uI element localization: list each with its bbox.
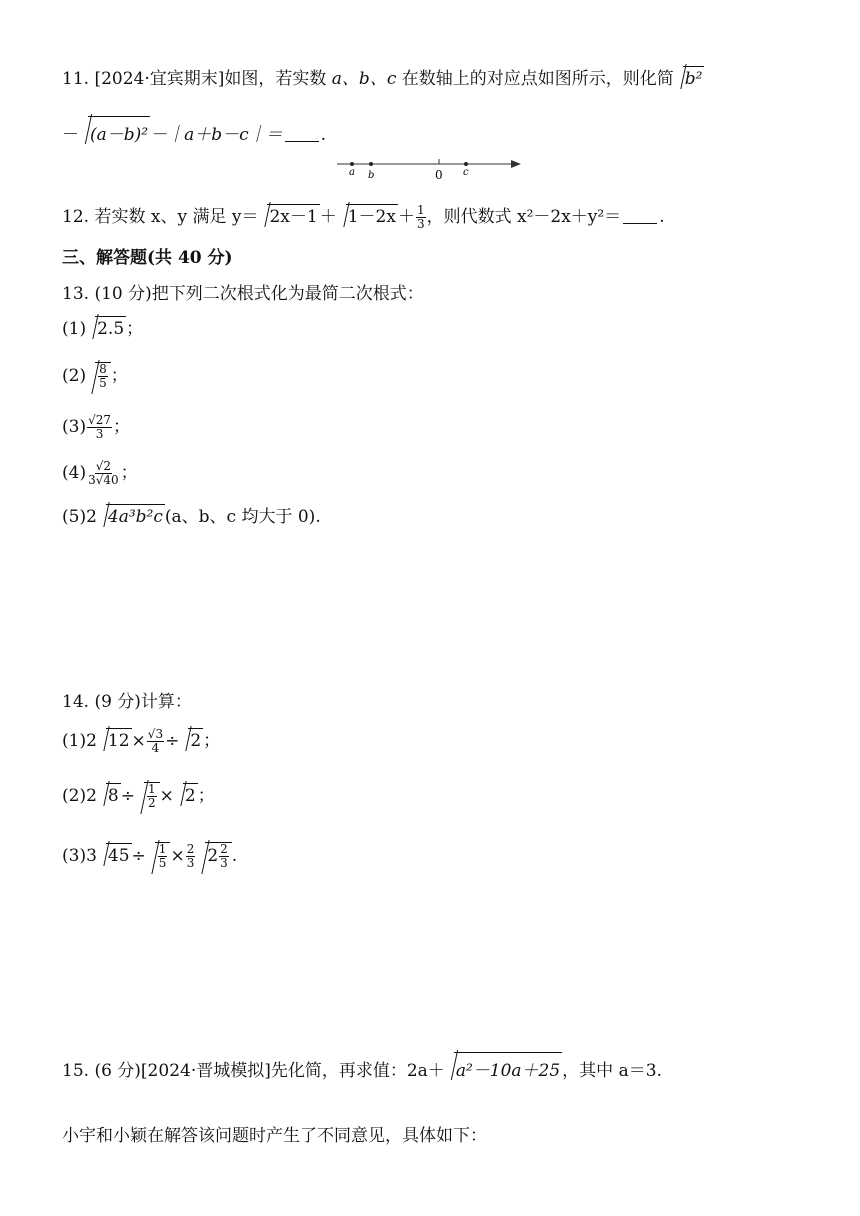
q11-line1 [62, 66, 704, 91]
q12-radical-1: 2x－1 [258, 204, 319, 229]
q15-line2: 小宇和小颖在解答该问题时产生了不同意见，具体如下： [62, 1126, 487, 1146]
q11-text-b: 在数轴上的对应点如图所示，则化简 [401, 69, 674, 89]
q11-radical-2: (a－b)² [79, 116, 150, 146]
q13-header: 13. (10 分)把下列二次根式化为最简二次根式： [62, 284, 424, 304]
q12-number: 12. [62, 207, 90, 227]
point-a [350, 162, 354, 166]
q12-text-b: ，则代数式 x²－2x＋y²＝ [426, 207, 622, 227]
q11-radical-1: b² [674, 66, 705, 91]
q13-item-4: (4) $\frac{√2}{3√40}$ ； [62, 459, 138, 487]
q11-number: 11. [62, 69, 90, 89]
q12-text-a: 若实数 x、y 满足 y＝ [94, 207, 259, 227]
q14-item-3: (3)3 45 ÷ $\frac{1}{5}$ × $\frac{2}{3}$ 2 $\frac{2}{3}$ . [62, 842, 237, 876]
q11-text-a: 如图，若实数 [224, 69, 327, 89]
q14-item-2: (2)2 8 ÷ $\frac{1}{2}$ × 2 ； [62, 782, 215, 816]
q13-item-5: (5)2 4a³b²c (a、b、c 均大于 0). [62, 504, 321, 529]
section3-title: 三、解答题(共 40 分) [62, 248, 233, 268]
q11-tail: －｜a＋b－c｜＝ [150, 125, 283, 145]
label-a: a [349, 167, 355, 178]
label-0: 0 [435, 168, 443, 180]
label-b: b [368, 170, 375, 180]
q14-header: 14. (9 分)计算： [62, 692, 192, 712]
q14-item-1: (1)2 12 × $\frac{√3}{4}$ ÷ 2 ； [62, 727, 221, 755]
point-b [369, 162, 373, 166]
label-c: c [463, 167, 469, 178]
q13-item-3: (3) $\frac{√27}{3}$ ； [62, 413, 131, 441]
q13-item-2: (2) $\frac{8}{5}$ ； [62, 362, 128, 396]
q12-fraction: $\frac{1}{3}$ [416, 203, 425, 231]
number-line-arrow [511, 160, 521, 168]
point-c [464, 162, 468, 166]
q11-minus: － [62, 125, 79, 145]
q15-header: 15. (6 分)[2024·晋城模拟]先化简，再求值：2a＋ a²－10a＋25 ，其中 a＝3. [62, 1052, 662, 1083]
q11-number-line [335, 150, 535, 180]
q11-answer-blank[interactable] [285, 125, 319, 142]
q13-item-1: (1) 2.5 ； [62, 316, 143, 341]
q12-line: 12. 若实数 x、y 满足 y＝ 2x－1 ＋ 1－2x ＋ $\frac{1}{3}$ ，则代数式 x²－2x＋y²＝ . [62, 203, 665, 231]
q12-radical-2: 1－2x [337, 204, 398, 229]
q11-line2: － (a－b)² －｜a＋b－c｜＝ . [62, 116, 326, 147]
q11-vars: a、b、c [331, 69, 397, 89]
q12-answer-blank[interactable] [623, 207, 657, 224]
q11-source: [2024·宜宾期末] [94, 69, 225, 89]
